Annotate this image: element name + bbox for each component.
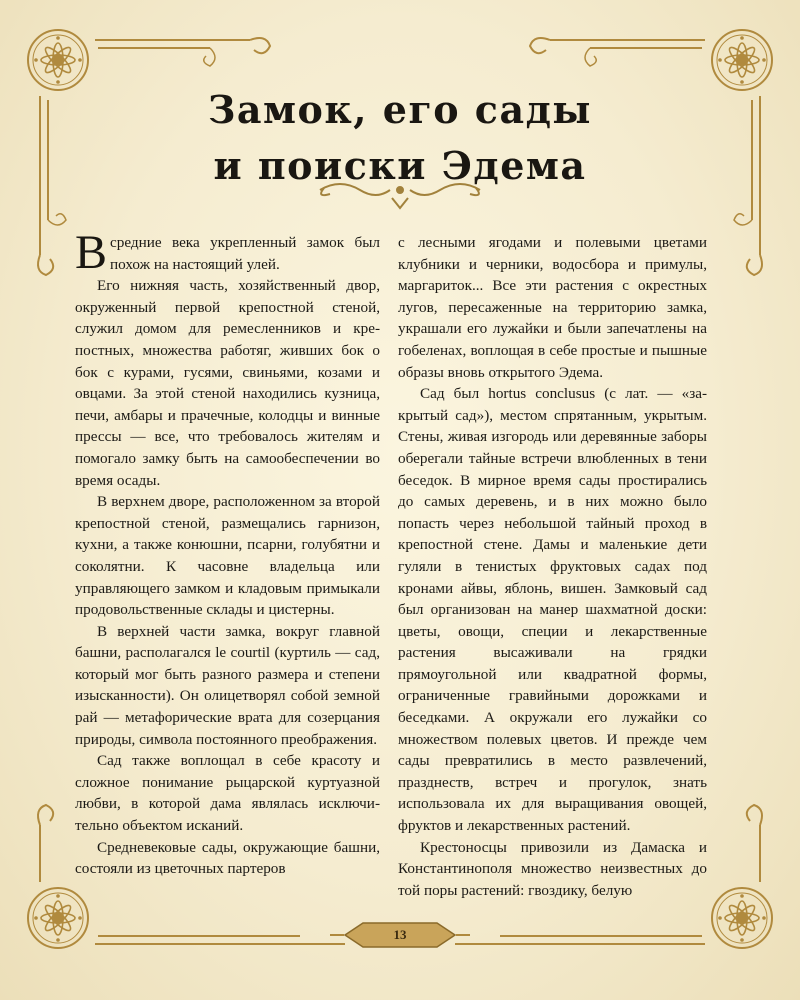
page-title	[100, 82, 700, 194]
paragraph: Всредние века укрепленный замок был похож на настоящий улей.	[75, 226, 380, 279]
paragraph: Его нижняя часть, хозяйственный двор, окруженный первой крепостной стеной, служил домом для ремесленников и крепостных, множества работяг, живших бок о бок с курами, гусями, свиньями, козами и овцами. За этой стеной находились кузница, печи, амбары и прачечные, колодцы и винные прессы — все, что требовалось жителям и помогало замку быть на самообеспечении во время осады.	[75, 277, 380, 489]
left-column	[75, 226, 380, 880]
paragraph: В верхней части замка, вокруг главной башни, располагался le courtil (куртиль — сад, который мог быть разного размера и степени изысканности). Он олицетворял собой земной рай — метафорические врата для созерцания природы, символа постоянного преображения.	[75, 622, 380, 748]
right-column	[398, 232, 707, 901]
drop-cap: В	[75, 226, 108, 279]
paragraph: Сад был hortus conclusus (с лат. — «закрытый сад»), местом спрятанным, укрытым. Стены, живая изгородь или деревянные заборы оберегали тайные встречи влюбленных в тени беседок. В мирное время сады простирались до самых деревень, и в них можно было попасть через небольшой тайный проход в крепостной стене. Дамы и маленькие дети гуляли в тенистых фруктовых садах под кронами айвы, яблонь, вишен. Замковый сад был организован на манер шахматной доски: цветы, овощи, специи и лекарственные растения высаживали на грядки прямоугольной или квадратной формы, ограниченные гравийными дорожками и беседками. А окружали его лужайки со множеством полевых цветов. И прежде чем сады превратились в место развлечений, празднеств, встреч и прогулок, знать использовала их для выращивания овощей, фруктов и лекарственных растений.	[398, 385, 707, 835]
title-line-2: и поиски Эдема	[213, 143, 587, 188]
paragraph: В верхнем дворе, расположенном за второй крепостной стеной, размещались гарнизон, кухни, а также конюшни, псарни, голубятни и соколятни. К часовне владельца или управляющего замком и кладовым примыкали продовольственные склады и цистерны.	[75, 493, 380, 619]
title-line-1: Замок, его сады	[207, 87, 592, 132]
page-number: 13	[393, 927, 407, 942]
paragraph: с лесными ягодами и полевыми цветами клубники и черники, водосбора и примулы, маргариток... Все эти растения с окрестных лугов, пересаженные на территорию замка, украшали его лужайки и были запечатлены на гобеленах, воплощая в себе простые и пышные образы вновь открытого Эдема.	[398, 234, 707, 381]
paragraph: Крестоносцы привозили из Дамаска и Константинополя множество неизвестных до той поры растений: гвоздику, белую	[398, 838, 707, 899]
paragraph: Средневековые сады, окружающие башни, состояли из цветочных партеров	[75, 838, 380, 878]
paragraph: Сад также воплощал в себе красоту и сложное понимание рыцарской куртуазной любви, в которой дама являлась исключительно объектом исканий.	[75, 752, 380, 835]
